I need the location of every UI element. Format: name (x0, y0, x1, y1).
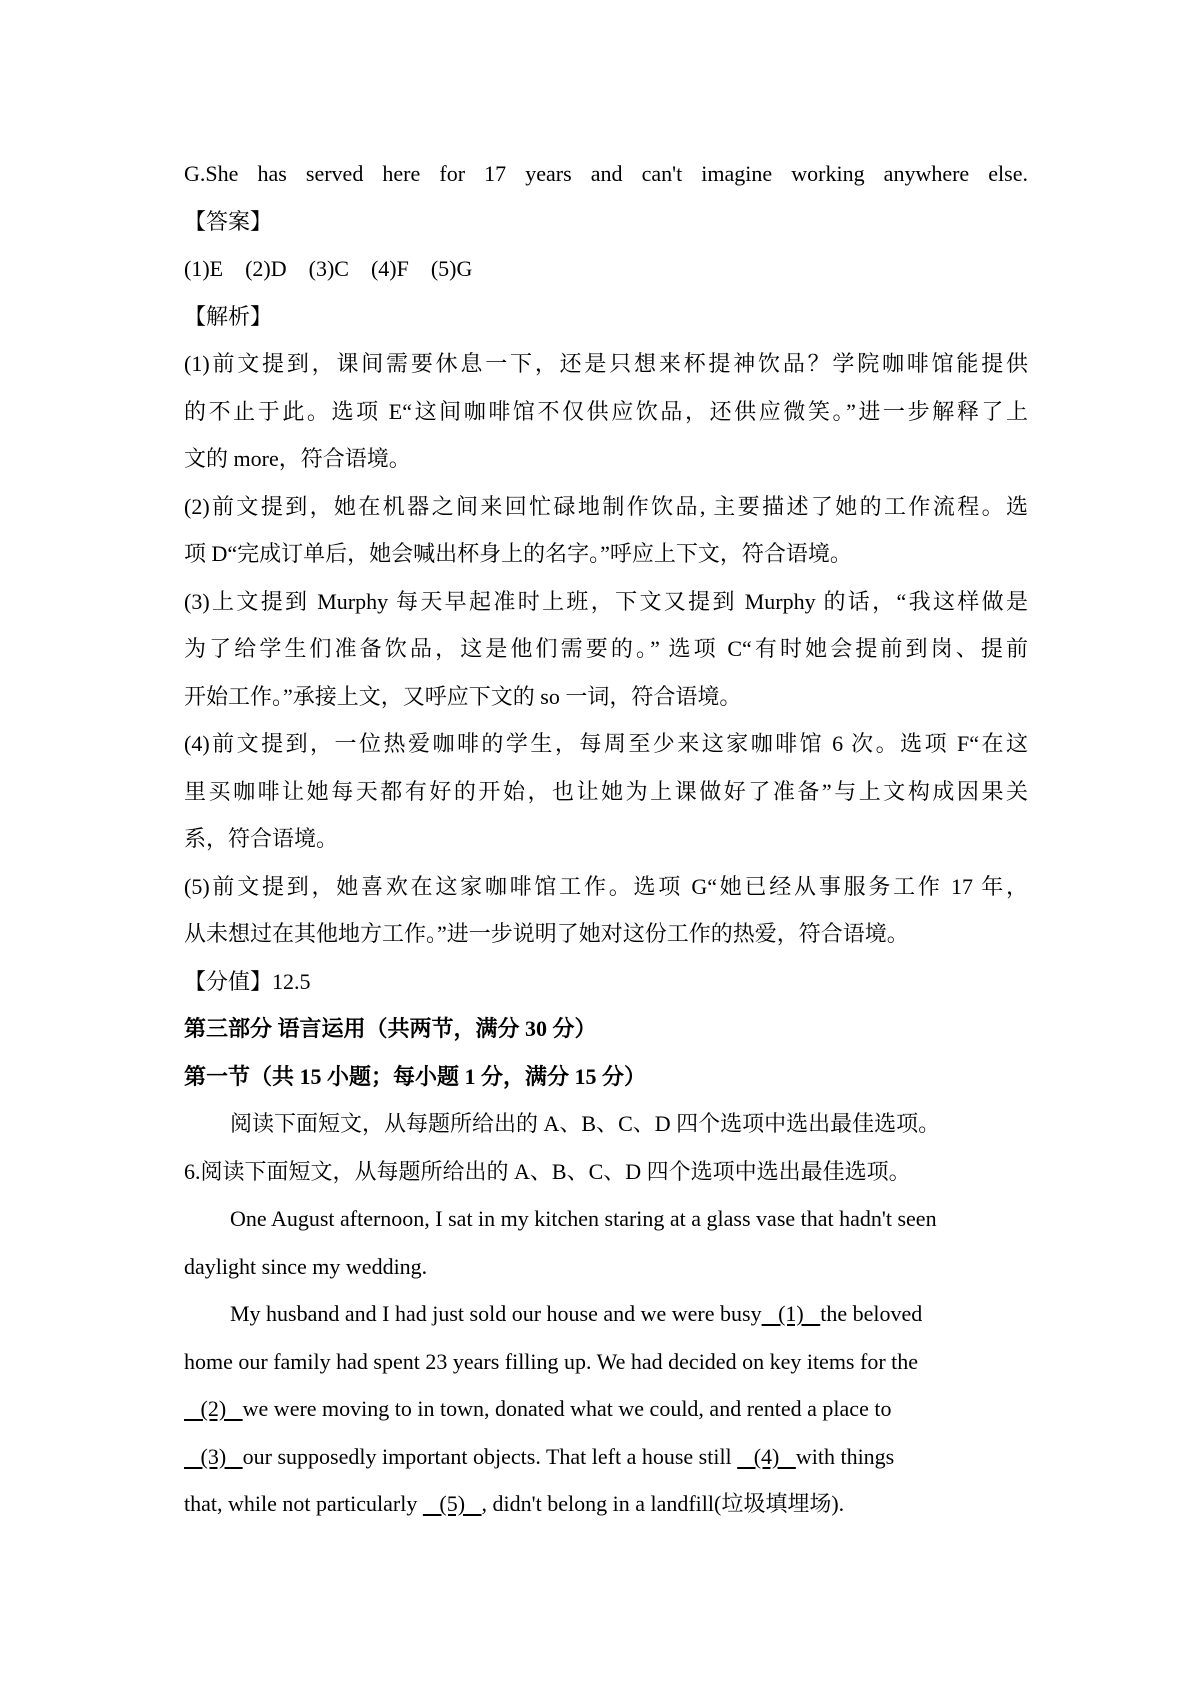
analysis-line: (3)上文提到 Murphy 每天早起准时上班，下文又提到 Murphy 的话，“我这样做是 (184, 588, 1028, 614)
analysis-line: (1)前文提到，课间需要休息一下，还是只想来杯提神饮品？学院咖啡馆能提供 (184, 351, 1028, 376)
analysis-line: 文的 more，符合语境。 (184, 446, 411, 471)
answer-list: (1)E (2)D (3)C (4)F (5)G (184, 256, 473, 281)
section1-title: 第一节（共 15 小题；每小题 1 分，满分 15 分） (184, 1063, 647, 1089)
analysis-line: 项 D“完成订单后，她会喊出杯身上的名字。”呼应上下文，符合语境。 (184, 541, 852, 566)
passage-line (184, 1433, 1028, 1481)
analysis-item-2 (184, 483, 1028, 578)
analysis-item-1 (184, 340, 1028, 483)
analysis-line: 从未想过在其他地方工作。”进一步说明了她对这份工作的热爱，符合语境。 (184, 921, 909, 946)
passage-text: My husband and I had just sold our house and we were busy (230, 1301, 762, 1326)
analysis-item-3 (184, 578, 1028, 721)
analysis-line: (2)前文提到，她在机器之间来回忙碌地制作饮品, 主要描述了她的工作流程。选 (184, 493, 1028, 519)
passage-line (184, 1385, 1028, 1433)
option-g: G.She has served here for 17 years and can't imagine working anywhere else. (184, 161, 1028, 186)
passage-line: One August afternoon, I sat in my kitchen staring at a glass vase that hadn't seen (230, 1206, 937, 1231)
analysis-line: (4)前文提到，一位热爱咖啡的学生，每周至少来这家咖啡馆 6 次。选项 F“在这 (184, 731, 1028, 756)
passage-line: home our family had spent 23 years filling up. We had decided on key items for the (184, 1348, 919, 1374)
passage-text: that, while not particularly (184, 1491, 423, 1516)
analysis-header: 【解析】 (184, 303, 273, 329)
analysis-line: 系，符合语境。 (184, 826, 339, 851)
passage-line: daylight since my wedding. (184, 1253, 428, 1279)
part3-title: 第三部分 语言运用（共两节，满分 30 分） (184, 1016, 597, 1041)
analysis-line: (5)前文提到，她喜欢在这家咖啡馆工作。选项 G“她已经从事服务工作 17 年， (184, 873, 1028, 899)
score-line: 【分值】12.5 (184, 968, 311, 994)
passage-text: our supposedly important objects. That left a house still (242, 1443, 738, 1469)
passage-text: the beloved (820, 1301, 923, 1326)
blank-3: (3) (184, 1443, 243, 1469)
analysis-line: 为了给学生们准备饮品，这是他们需要的。” 选项 C“有时她会提前到岗、提前 (184, 636, 1028, 661)
passage-text: with things (795, 1443, 895, 1469)
analysis-item-5 (184, 863, 1028, 958)
analysis-line: 开始工作。”承接上文，又呼应下文的 so 一词，符合语境。 (184, 683, 742, 709)
passage-text: we were moving to in town, donated what we could, and rented a place to (242, 1396, 892, 1421)
analysis-line: 里买咖啡让她每天都有好的开始，也让她为上课做好了准备”与上文构成因果关 (184, 778, 1028, 804)
instruction-text: 阅读下面短文，从每题所给出的 A、B、C、D 四个选项中选出最佳选项。 (230, 1111, 941, 1136)
passage-line (184, 1290, 1028, 1338)
passage-text: , didn't belong in a landfill(垃圾填埋场). (481, 1491, 845, 1516)
blank-4: (4) (737, 1443, 796, 1469)
analysis-item-4 (184, 720, 1028, 863)
passage-line (184, 1480, 1028, 1528)
blank-2: (2) (184, 1396, 243, 1421)
blank-1: (1) (761, 1301, 821, 1326)
analysis-line: 的不止于此。选项 E“这间咖啡馆不仅供应饮品，还供应微笑。”进一步解释了上 (184, 398, 1028, 424)
document-page (184, 150, 1028, 1528)
blank-5: (5) (422, 1491, 482, 1516)
reading-passage (184, 1195, 1028, 1528)
answer-header: 【答案】 (184, 208, 273, 234)
question-6-prompt: 6.阅读下面短文，从每题所给出的 A、B、C、D 四个选项中选出最佳选项。 (184, 1158, 911, 1184)
